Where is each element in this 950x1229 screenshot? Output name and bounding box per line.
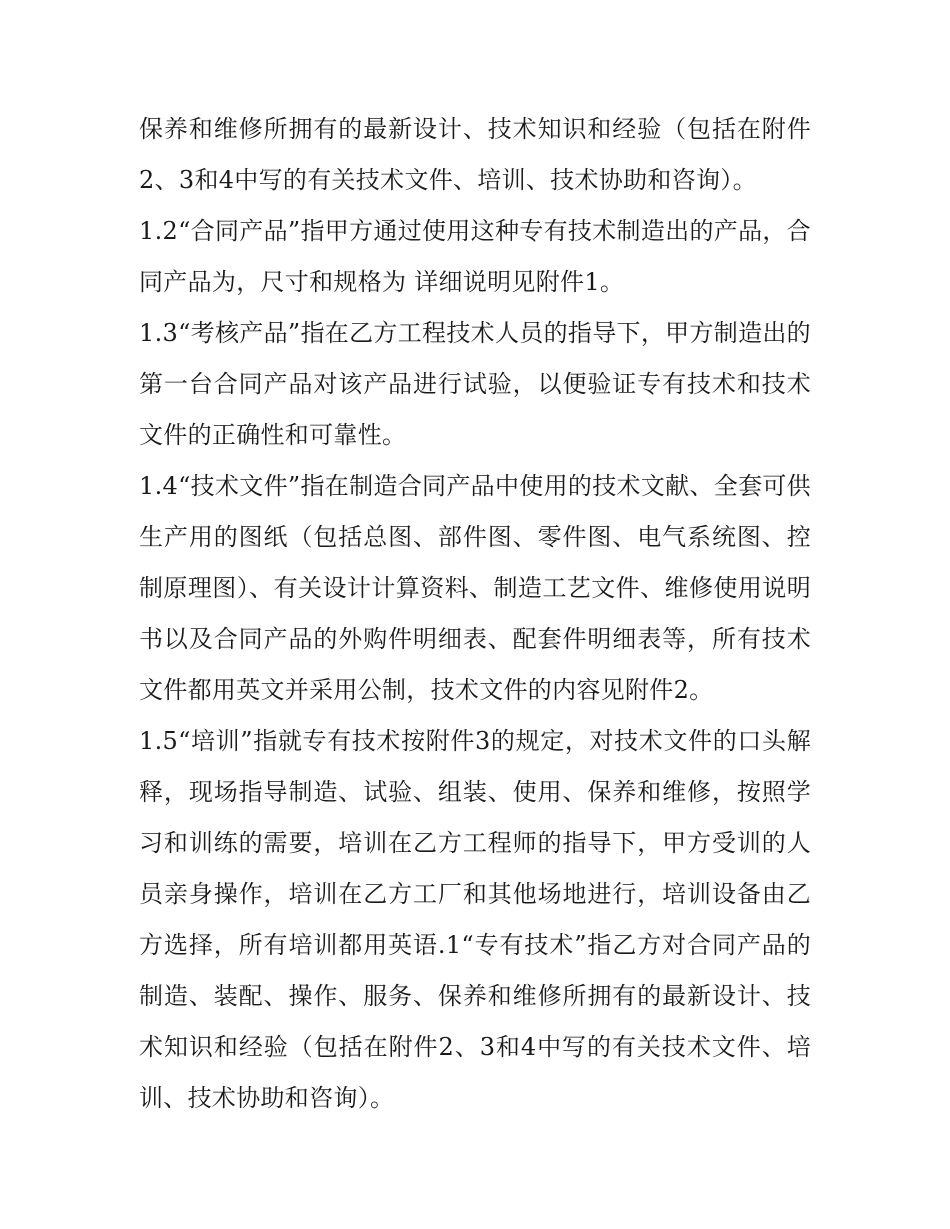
paragraph-1-4-technical-documents: 1.4“技术文件”指在制造合同产品中使用的技术文献、全套可供生产用的图纸（包括总图、部件图、零件图、电气系统图、控制原理图）、有关设计计算资料、制造工艺文件、维修使用说明书以及合同产品的外购件明细表、配套件明细表等，所有技术文件都用英文并采用公制，技术文件的内容见附件2。 <box>139 472 811 704</box>
paragraph-1-2-contract-product: 1.2“合同产品”指甲方通过使用这种专有技术制造出的产品，合同产品为，尺寸和规格为 详细说明见附件1。 <box>139 217 811 296</box>
paragraph-continuation: 保养和维修所拥有的最新设计、技术知识和经验（包括在附件2、3和4中写的有关技术文件、培训、技术协助和咨询）。 <box>139 115 811 194</box>
document-page <box>139 104 811 1124</box>
paragraph-1-3-assessment-product: 1.3“考核产品”指在乙方工程技术人员的指导下，甲方制造出的第一台合同产品对该产品进行试验，以便验证专有技术和技术文件的正确性和可靠性。 <box>139 319 811 449</box>
paragraph-1-5-training: 1.5“培训”指就专有技术按附件3的规定，对技术文件的口头解释，现场指导制造、试验、组装、使用、保养和维修，按照学习和训练的需要，培训在乙方工程师的指导下，甲方受训的人员亲身操作，培训在乙方工厂和其他场地进行，培训设备由乙方选择，所有培训都用英语.1“专有技术”指乙方对合同产品的制造、装配、操作、服务、保养和维修所拥有的最新设计、技术知识和经验（包括在附件2、3和4中写的有关技术文件、培训、技术协助和咨询）。 <box>139 727 811 1112</box>
